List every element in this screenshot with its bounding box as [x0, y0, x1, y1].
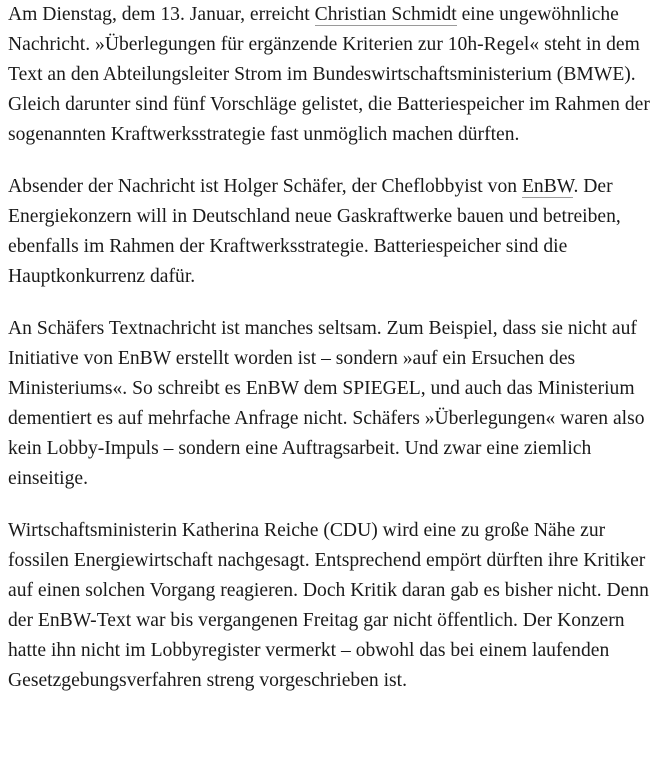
paragraph — [8, 516, 653, 696]
link-christian-schmidt[interactable]: Christian Schmidt — [314, 4, 457, 25]
link-enbw[interactable]: EnBW — [521, 176, 574, 197]
text-span: Am Dienstag, dem 13. Januar, erreicht — [8, 4, 315, 25]
text-span: An Schäfers Textnachricht ist manches seltsam. Zum Beispiel, dass sie nicht auf Initiative von EnBW erstellt worden ist – sondern »auf ein Ersuchen des Ministeriums«. So schreibt es EnBW dem SPIEGEL, und auch das Ministerium dementiert es auf mehrfache Anfrage nicht. Schäfers »Überlegungen« waren also kein Lobby-Impuls – sondern eine Auftragsarbeit. Und zwar eine ziemlich einseitige. — [8, 318, 645, 489]
text-span: Wirtschaftsministerin Katherina Reiche (CDU) wird eine zu große Nähe zur fossilen Energiewirtschaft nachgesagt. Entsprechend empört dürften ihre Kritiker auf einen solchen Vorgang reagieren. Doch Kritik daran gab es bisher nicht. Denn der EnBW-Text war bis vergangenen Freitag gar nicht öffentlich. Der Konzern hatte ihn nicht im Lobbyregister vermerkt – obwohl das bei einem laufenden Gesetzgebungsverfahren streng vorgeschrieben ist. — [8, 520, 649, 691]
paragraph — [8, 172, 653, 292]
paragraph — [8, 0, 653, 150]
text-span: eine ungewöhnliche Nachricht. »Überlegungen für ergänzende Kriterien zur 10h-Regel« steht in dem Text an den Abteilungsleiter Strom im Bundeswirtschaftsministerium (BMWE). Gleich darunter sind fünf Vorschläge gelistet, die Batteriespeicher im Rahmen der sogenannten Kraftwerksstrategie fast unmöglich machen dürften. — [8, 4, 650, 145]
paragraph — [8, 314, 653, 494]
text-span: . Der Energiekonzern will in Deutschland neue Gaskraftwerke bauen und betreiben, ebenfalls im Rahmen der Kraftwerksstrategie. Batteriespeicher sind die Hauptkonkurrenz dafür. — [8, 176, 621, 287]
text-span: Absender der Nachricht ist Holger Schäfer, der Cheflobbyist von — [8, 176, 522, 197]
